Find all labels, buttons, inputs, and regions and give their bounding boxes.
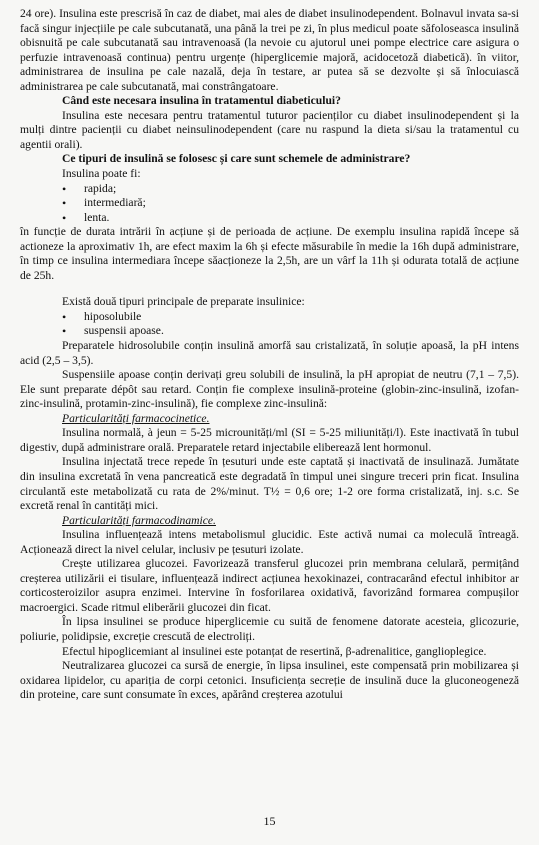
question-heading-types: Ce tipuri de insulină se folosesc și care sunt schemele de administrare? <box>62 152 411 166</box>
paragraph-hypoglycemic-effect: Efectul hipoglicemiant al insulinei este potanțat de resertină, β-adrenalitice, ganglioplegice. <box>62 644 487 658</box>
list-item: • rapida; <box>84 182 519 197</box>
paragraph-injected-insulin: Insulina injectată trece repede în țesuturi unde este captată și inactivată de insulinază. Jumătate din insulina excretată în vena pancreatică este degradată în timpul unei singure treceri prin ficat. Insulina circulantă este metabolizată cu rata de 2%/minut. T½ = 0,6 ore; 1-2 ore forma cristalizată, inj. s.c. Se excretă renal în cantități mici. <box>20 455 519 513</box>
paragraph-metabolism: Insulina influențează intens metabolismul glucidic. Este activă numai ca moleculă întreagă. Acționează direct la nivel celular, inclusiv pe țesuturi izolate. <box>20 528 519 556</box>
paragraph-preparation-types: Există două tipuri principale de preparate insulinice: <box>62 295 305 309</box>
paragraph-action-duration: în funcție de durata intrării în acțiune și de perioada de acțiune. De exemplu insulina rapidă începe să actioneze la aproximativ 1h, are efect maxim la 6h și efecte măsurabile în medie la 16h după administrare, în timp ce insulina intermediara începe săacționeze la 2,5h, are un vârf la 11h și odurata totală de acțiune de 25h. <box>20 225 519 282</box>
section-heading-pharmacodynamics: Particularități farmacodinamice. <box>62 513 216 527</box>
paragraph-glucose-utilization: Crește utilizarea glucozei. Favorizează transferul glucozei prin membrana celulară, permițând creșterea utilizării ei tisulare, influențează indirect acțiunea hexokinazei, contracarând efectul inhibitor ar corticosteroizilor asupra enzimei. Intervine în fosforilarea oxidativă, favorizând formarea compușilor macroergici. Scade ritmul eliberării glucozei din ficat. <box>20 557 519 614</box>
paragraph-necessity: Insulina este necesara pentru tratamentul tuturor pacienților cu diabet insulinodependent și la mulți dintre pacienții cu diabet neinsulinodependent (care nu raspund la dieta si/sau la tratamentul cu agentii orali). <box>20 108 519 151</box>
section-heading-pharmacokinetics: Particularități farmacocinetice. <box>62 411 210 425</box>
paragraph-neutralization: Neutralizarea glucozei ca sursă de energie, în lipsa insulinei, este compensată prin mobilizarea și oxidarea lipidelor, cu apariția de corpi cetonici. Insuficiența secreție de insulină duce la gluconeogeneză din proteine, care sunt consumate în exces, apărând creșterea azotului <box>20 659 519 702</box>
list-item: • hiposolubile <box>84 310 519 325</box>
list-item: • intermediară; <box>84 196 519 211</box>
paragraph-suspensions: Suspensiile apoase conțin derivați greu solubili de insulină, la pH apropiat de neutru (7,1 – 7,5). Ele sunt preparate dépôt sau retard. Conțin fie complexe insulină-proteine (globin-zinc-insulină, izofan-zinc-insulină, protamin-zinc-insulină), fie complexe zinc-insulină: <box>20 368 519 411</box>
page-number: 15 <box>263 814 276 828</box>
list-item: • suspensii apoase. <box>84 324 519 339</box>
preparation-types-list <box>20 310 519 339</box>
insulin-speed-list <box>20 182 519 226</box>
list-item: • lenta. <box>84 211 519 226</box>
paragraph-hydrosoluble: Preparatele hidrosolubile conțin insulină amorfă sau cristalizată, în soluție apoasă, la pH intens acid (2,5 – 3,5). <box>20 339 519 367</box>
paragraph-insulin-lack: În lipsa insulinei se produce hiperglicemie cu suită de fenomene datorate acesteia, glicozurie, poliurie, polidipsie, excreție crescută de electroliți. <box>20 615 519 643</box>
question-heading-when: Când este necesara insulina în tratamentul diabeticului? <box>62 94 341 108</box>
paragraph-normal-insulin: Insulina normală, à jeun = 5-25 microunități/ml (SI = 5-25 miliunități/l). Este inactivată în tubul digestiv, după administrare orală. Preparatele retard injectabile eliberează lent hormonul. <box>20 426 519 454</box>
paragraph-insulin-can-be: Insulina poate fi: <box>62 167 141 181</box>
paragraph-administration: 24 ore). Insulina este prescrisă în caz de diabet, mai ales de diabet insulinodependent. Bolnavul invata sa-si facă singur injecțiile pe cale subcutanată, una până la trei pe zi, în plus medicul poate săfoloseasca insulină obisnuită pe cale subcutanată sau intravenoasă (la nevoie cu ajutorul unei pompe electrice care asigura o perfuzie intravenoasă continua) pentru urgențe (hiperglicemie majoră, acidocetoză diabetică). în viitor, administrarea de insulina pe cale nazală, deja în testare, ar putea să se dezvolte și să înlocuiască administrarea pe cale subcutanată, mai constrângatoare. <box>20 7 519 93</box>
